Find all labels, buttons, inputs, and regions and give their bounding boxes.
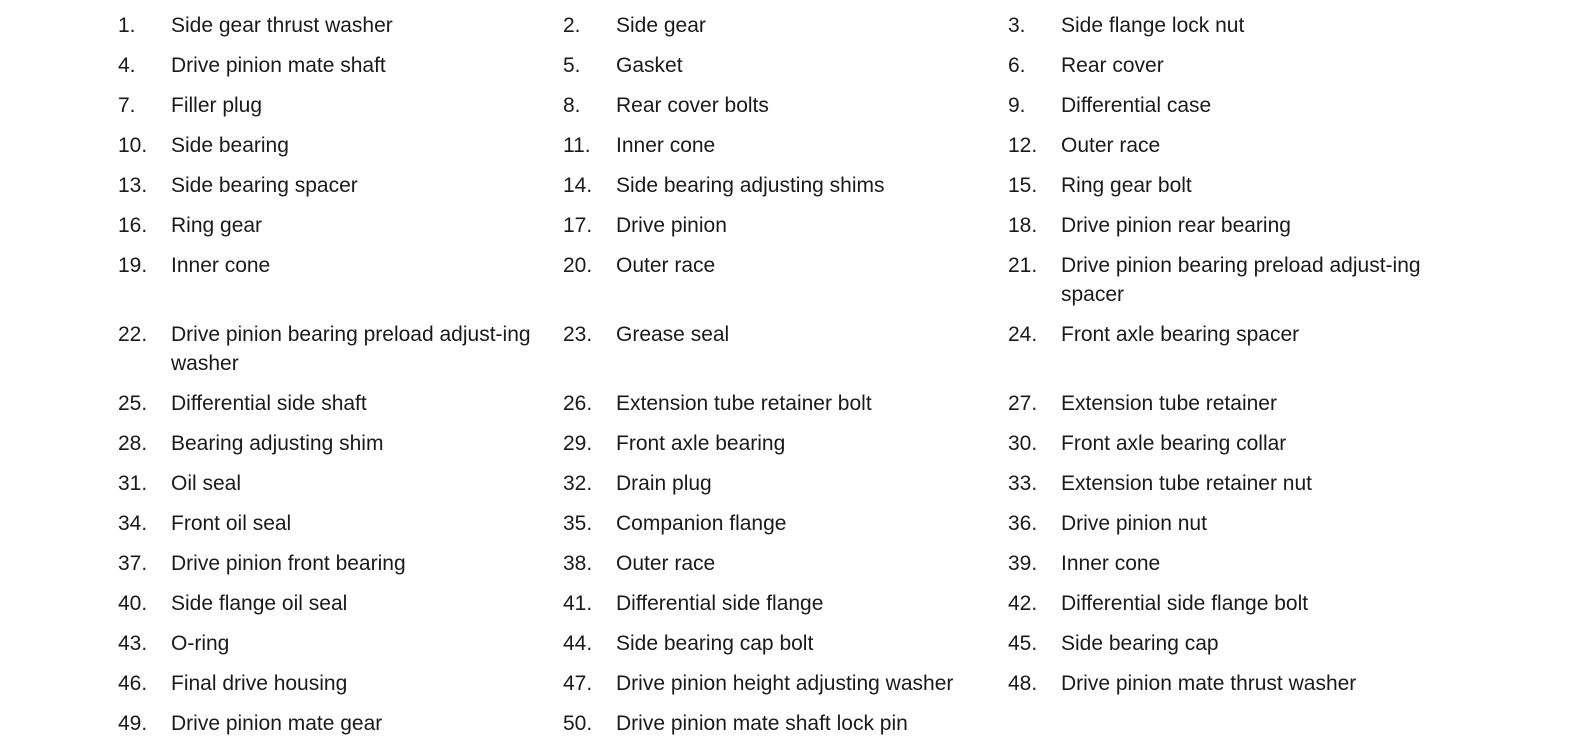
legend-row: [0, 626, 1584, 666]
item-label: Differential side flange bolt: [1061, 592, 1309, 615]
legend-row: [0, 317, 1584, 386]
legend-item: [118, 549, 563, 578]
item-label: Front oil seal: [171, 512, 292, 535]
item-label: Differential side shaft: [171, 392, 367, 415]
legend-row: [0, 208, 1584, 248]
item-number: 43.: [118, 632, 148, 655]
legend-item: [563, 469, 1008, 498]
item-number: 46.: [118, 672, 148, 695]
item-number: 38.: [563, 552, 593, 575]
item-number: 49.: [118, 712, 148, 735]
legend-item: [563, 509, 1008, 538]
legend-row: [0, 546, 1584, 586]
item-number: 20.: [563, 254, 593, 277]
legend-item: [563, 589, 1008, 618]
item-label: Front axle bearing collar: [1061, 432, 1287, 455]
item-number: 5.: [563, 54, 581, 77]
item-number: 36.: [1008, 512, 1038, 535]
item-number: 44.: [563, 632, 593, 655]
legend-item: [118, 320, 563, 378]
item-label: Outer race: [616, 552, 716, 575]
item-label: Differential case: [1061, 94, 1212, 117]
legend-item: [118, 629, 563, 658]
legend-row: [0, 128, 1584, 168]
legend-item: [1008, 549, 1448, 578]
legend-item: [1008, 320, 1448, 349]
item-label: Drive pinion nut: [1061, 512, 1207, 535]
item-number: 7.: [118, 94, 136, 117]
legend-item: [118, 251, 563, 280]
legend-item: [563, 11, 1008, 40]
item-number: 31.: [118, 472, 148, 495]
item-label: Oil seal: [171, 472, 242, 495]
legend-item: [563, 320, 1008, 349]
item-label: Ring gear bolt: [1061, 174, 1192, 197]
legend-item: [118, 211, 563, 240]
legend-item: [563, 131, 1008, 160]
legend-item: [118, 669, 563, 698]
item-number: 27.: [1008, 392, 1038, 415]
legend-item: [1008, 429, 1448, 458]
item-number: 23.: [563, 323, 593, 346]
item-number: 18.: [1008, 214, 1038, 237]
item-number: 11.: [563, 134, 591, 157]
item-label: Gasket: [616, 54, 683, 77]
item-label: Side bearing adjusting shims: [616, 174, 885, 197]
item-label: Rear cover bolts: [616, 94, 769, 117]
legend-item: [118, 429, 563, 458]
item-number: 50.: [563, 712, 593, 735]
item-number: 22.: [118, 323, 148, 346]
item-number: 32.: [563, 472, 593, 495]
item-number: 4.: [118, 54, 136, 77]
item-number: 34.: [118, 512, 148, 535]
item-number: 14.: [563, 174, 593, 197]
legend-item: [563, 91, 1008, 120]
item-label: Inner cone: [171, 254, 271, 277]
legend-item: [118, 171, 563, 200]
legend-item: [1008, 211, 1448, 240]
item-label: Extension tube retainer nut: [1061, 472, 1312, 495]
item-number: 15.: [1008, 174, 1038, 197]
item-label: Rear cover: [1061, 54, 1164, 77]
item-label: O-ring: [171, 632, 230, 655]
legend-item: [1008, 171, 1448, 200]
legend-row: [0, 586, 1584, 626]
item-label: Front axle bearing spacer: [1061, 323, 1300, 346]
item-number: 42.: [1008, 592, 1038, 615]
legend-item: [1008, 389, 1448, 418]
item-label: Final drive housing: [171, 672, 348, 695]
legend-item: [118, 509, 563, 538]
item-label: Extension tube retainer: [1061, 392, 1277, 415]
item-label: Side gear thrust washer: [171, 14, 393, 37]
item-number: 35.: [563, 512, 593, 535]
legend-item: [1008, 669, 1448, 698]
item-number: 29.: [563, 432, 593, 455]
legend-item: [1008, 589, 1448, 618]
legend-item: [118, 91, 563, 120]
item-number: 2.: [563, 14, 581, 37]
legend-item: [1008, 469, 1448, 498]
item-label: Side flange oil seal: [171, 592, 348, 615]
item-number: 21.: [1008, 254, 1038, 277]
legend-row: [0, 426, 1584, 466]
item-number: 19.: [118, 254, 148, 277]
item-number: 12.: [1008, 134, 1038, 157]
legend-item: [563, 251, 1008, 280]
item-number: 17.: [563, 214, 593, 237]
legend-row: [0, 386, 1584, 426]
item-number: 30.: [1008, 432, 1038, 455]
legend-row: [0, 506, 1584, 546]
legend-item: [563, 51, 1008, 80]
legend-item: [1008, 131, 1448, 160]
item-label: Side flange lock nut: [1061, 14, 1245, 37]
legend-item: [563, 669, 1008, 698]
item-label: Drive pinion: [616, 214, 727, 237]
legend-item: [1008, 251, 1448, 309]
item-number: 45.: [1008, 632, 1038, 655]
legend-row: [0, 168, 1584, 208]
item-label: Grease seal: [616, 323, 730, 346]
item-label: Companion flange: [616, 512, 787, 535]
legend-item: [563, 709, 1008, 738]
legend-item: [1008, 11, 1448, 40]
item-label: Filler plug: [171, 94, 263, 117]
item-label: Bearing adjusting shim: [171, 432, 384, 455]
legend-item: [563, 549, 1008, 578]
item-number: 26.: [563, 392, 593, 415]
legend-item: [563, 171, 1008, 200]
item-label: Outer race: [616, 254, 716, 277]
item-number: 1.: [118, 14, 136, 37]
item-label: Drive pinion height adjusting washer: [616, 672, 954, 695]
legend-item: [118, 11, 563, 40]
item-label: Drive pinion bearing preload adjust-ing spacer: [1061, 254, 1421, 306]
item-label: Side bearing: [171, 134, 289, 157]
legend-row: [0, 8, 1584, 48]
item-number: 8.: [563, 94, 581, 117]
item-number: 39.: [1008, 552, 1038, 575]
item-label: Drive pinion rear bearing: [1061, 214, 1291, 237]
legend-item: [1008, 509, 1448, 538]
item-number: 28.: [118, 432, 148, 455]
legend-item: [118, 51, 563, 80]
item-number: 3.: [1008, 14, 1026, 37]
legend-item: [118, 389, 563, 418]
item-label: Side gear: [616, 14, 706, 37]
item-label: Side bearing spacer: [171, 174, 358, 197]
item-label: Differential side flange: [616, 592, 824, 615]
item-number: 9.: [1008, 94, 1026, 117]
parts-legend: [0, 8, 1584, 746]
item-number: 25.: [118, 392, 148, 415]
legend-item: [118, 131, 563, 160]
item-number: 48.: [1008, 672, 1038, 695]
item-number: 40.: [118, 592, 148, 615]
item-label: Outer race: [1061, 134, 1161, 157]
item-number: 10.: [118, 134, 148, 157]
legend-item: [563, 211, 1008, 240]
legend-item: [563, 429, 1008, 458]
legend-item: [118, 709, 563, 738]
item-number: 13.: [118, 174, 148, 197]
item-label: Extension tube retainer bolt: [616, 392, 872, 415]
item-label: Drive pinion bearing preload adjust-ing washer: [171, 323, 531, 375]
item-label: Drive pinion front bearing: [171, 552, 406, 575]
legend-row: [0, 48, 1584, 88]
item-label: Side bearing cap bolt: [616, 632, 814, 655]
item-label: Front axle bearing: [616, 432, 786, 455]
item-number: 24.: [1008, 323, 1038, 346]
legend-item: [563, 389, 1008, 418]
item-number: 16.: [118, 214, 148, 237]
item-label: Drive pinion mate shaft lock pin: [616, 712, 908, 735]
legend-item: [1008, 629, 1448, 658]
legend-row: [0, 248, 1584, 317]
item-label: Drain plug: [616, 472, 712, 495]
legend-item: [118, 469, 563, 498]
item-label: Drive pinion mate thrust washer: [1061, 672, 1357, 695]
item-number: 37.: [118, 552, 148, 575]
item-number: 33.: [1008, 472, 1038, 495]
item-label: Ring gear: [171, 214, 263, 237]
legend-row: [0, 466, 1584, 506]
item-number: 6.: [1008, 54, 1026, 77]
legend-item: [563, 629, 1008, 658]
item-label: Drive pinion mate shaft: [171, 54, 386, 77]
legend-item: [1008, 51, 1448, 80]
item-label: Inner cone: [1061, 552, 1161, 575]
item-label: Inner cone: [616, 134, 716, 157]
legend-row: [0, 88, 1584, 128]
item-number: 41.: [563, 592, 593, 615]
legend-item: [1008, 91, 1448, 120]
item-label: Drive pinion mate gear: [171, 712, 383, 735]
item-label: Side bearing cap: [1061, 632, 1219, 655]
item-number: 47.: [563, 672, 593, 695]
legend-row: [0, 706, 1584, 746]
legend-row: [0, 666, 1584, 706]
legend-item: [118, 589, 563, 618]
